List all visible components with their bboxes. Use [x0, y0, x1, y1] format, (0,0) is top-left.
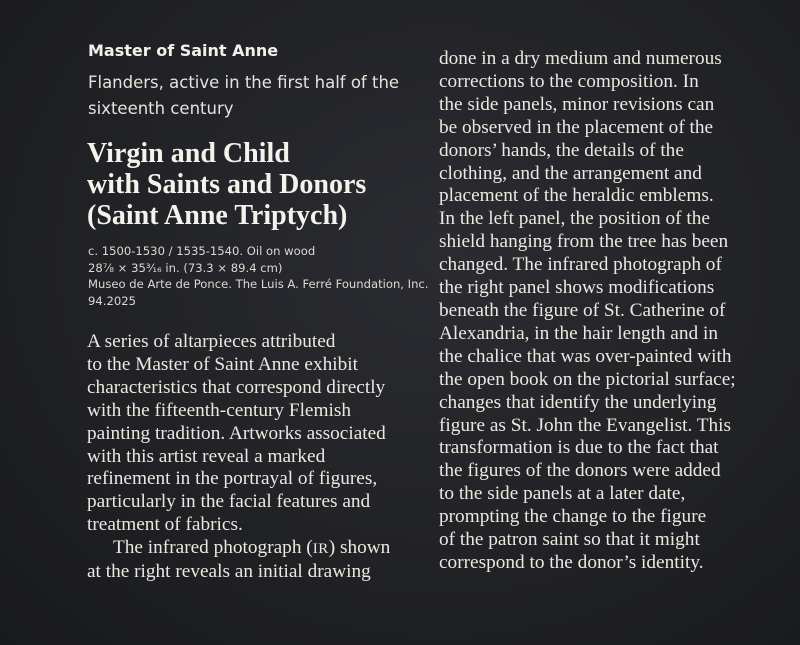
text-line: done in a dry medium and numerous [439, 48, 722, 69]
artist-origin [88, 70, 418, 122]
text-line: correspond to the donor’s identity. [439, 551, 704, 573]
label-text-left-column [87, 331, 427, 584]
origin-line: sixteenth century [88, 99, 234, 118]
title-line: with Saints and Donors [87, 169, 367, 200]
text-line: Alexandria, in the hair length and in [439, 322, 718, 344]
text-line: donors’ hands, the details of the [439, 139, 684, 161]
dimensions: 28⅞ × 35³⁄₁₆ in. (73.3 × 89.4 cm) [88, 260, 283, 275]
text-line: corrections to the composition. In [439, 70, 699, 92]
credit-line: Museo de Arte de Ponce. The Luis A. Ferré Foundation, Inc. [88, 277, 429, 291]
artwork-details [88, 243, 428, 309]
text-line: changes that identify the underlying [439, 391, 717, 413]
text-line: painting tradition. Artworks associated [87, 422, 386, 444]
title-line: (Saint Anne Triptych) [87, 200, 348, 231]
text-line: the right panel shows modifications [439, 277, 715, 299]
text-line: changed. The infrared photograph of [439, 254, 722, 276]
text-fragment: The infrared photograph ( [113, 537, 313, 559]
text-line: the chalice that was over-painted with [439, 345, 732, 367]
text-line: figure as St. John the Evangelist. This [439, 414, 732, 436]
artist-name: Master of Saint Anne [88, 41, 279, 60]
ir-abbreviation: IR [312, 541, 329, 558]
text-line: the side panels, minor revisions can [439, 93, 715, 115]
accession-number: 94.2025 [88, 293, 136, 308]
text-fragment: ) shown [328, 537, 391, 559]
text-line: refinement in the portrayal of figures, [87, 468, 378, 490]
text-line: the open book on the pictorial surface; [439, 368, 736, 390]
origin-line: Flanders, active in the first half of the [88, 73, 400, 92]
text-line [87, 537, 427, 561]
text-line: the figures of the donors were added [439, 460, 721, 482]
text-line: clothing, and the arrangement and [439, 162, 702, 184]
title-line: Virgin and Child [87, 138, 290, 169]
text-line: of the patron saint so that it might [439, 529, 700, 551]
text-line: treatment of fabrics. [87, 514, 243, 536]
artwork-title [87, 138, 427, 231]
text-line: to the Master of Saint Anne exhibit [87, 353, 358, 375]
text-line: placement of the heraldic emblems. [439, 185, 714, 207]
text-line: shield hanging from the tree has been [439, 231, 729, 253]
text-line: prompting the change to the figure [439, 506, 707, 528]
text-line: with the fifteenth-century Flemish [87, 399, 351, 421]
text-line: at the right reveals an initial drawing [87, 561, 371, 583]
date-medium: c. 1500-1530 / 1535-1540. Oil on wood [88, 244, 316, 258]
text-line: characteristics that correspond directly [87, 376, 386, 398]
text-line: transformation is due to the fact that [439, 437, 719, 459]
label-text-right-column [439, 48, 769, 575]
text-line: In the left panel, the position of the [439, 208, 710, 230]
text-line: to the side panels at a later date, [439, 483, 686, 505]
text-line: be observed in the placement of the [439, 116, 714, 138]
text-line: A series of altarpieces attributed [87, 331, 336, 352]
text-line: particularly in the facial features and [87, 491, 371, 513]
text-line: with this artist reveal a marked [87, 445, 326, 467]
text-line: beneath the figure of St. Catherine of [439, 299, 726, 321]
